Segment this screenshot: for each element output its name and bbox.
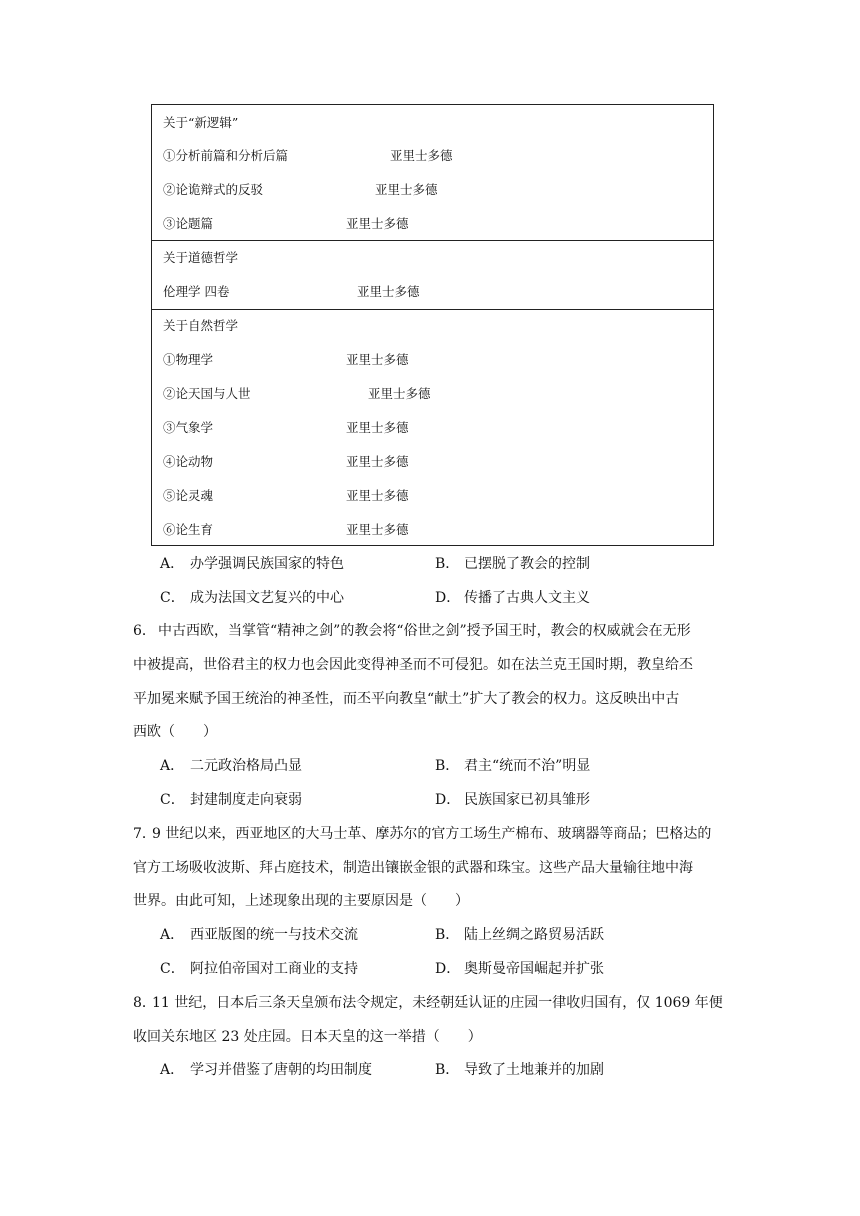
option-label-d: D． — [435, 961, 461, 977]
book-title: 伦理学 四卷 — [163, 284, 230, 299]
q7-option-c[interactable]: 阿拉伯帝国对工商业的支持 — [190, 961, 358, 977]
question-text: 收回关东地区 23 处庄园。日本天皇的这一举措（ ） — [133, 1029, 482, 1045]
q8-option-b[interactable]: 导致了土地兼并的加剧 — [464, 1062, 604, 1078]
book-author: 亚里士多德 — [346, 352, 409, 367]
option-label-c: C． — [160, 961, 185, 977]
question-text: 11 世纪，日本后三条天皇颁布法令规定，未经朝廷认证的庄园一律收归国有，仅 1069 年便 — [152, 995, 723, 1011]
book-author: 亚里士多德 — [346, 420, 409, 435]
q5-option-d[interactable]: 传播了古典人文主义 — [464, 590, 590, 606]
q7-option-d[interactable]: 奥斯曼帝国崛起并扩张 — [464, 961, 604, 977]
book-author: 亚里士多德 — [346, 488, 409, 503]
question-number: 8． — [133, 995, 156, 1011]
book-list-table — [151, 104, 714, 546]
option-label-a: A． — [160, 1062, 185, 1078]
q7-option-a[interactable]: 西亚版图的统一与技术交流 — [190, 927, 358, 943]
q6-option-c[interactable]: 封建制度走向衰弱 — [190, 792, 302, 808]
book-author: 亚里士多德 — [368, 386, 431, 401]
question-number: 6． — [133, 623, 156, 639]
section-heading: 关于道德哲学 — [163, 250, 239, 265]
option-label-b: B． — [435, 927, 460, 943]
option-label-b: B． — [435, 758, 460, 774]
section-heading: 关于自然哲学 — [163, 318, 239, 333]
book-author: 亚里士多德 — [357, 284, 420, 299]
q6-option-a[interactable]: 二元政治格局凸显 — [190, 758, 302, 774]
question-text: 平加冕来赋予国王统治的神圣性，而丕平向教皇“献土”扩大了教会的权力。这反映出中古 — [133, 691, 680, 707]
section-divider — [152, 240, 713, 241]
question-text: 9 世纪以来，西亚地区的大马士革、摩苏尔的官方工场生产棉布、玻璃器等商品；巴格达的 — [152, 826, 712, 842]
option-label-a: A． — [160, 758, 185, 774]
question-text: 中被提高，世俗君主的权力也会因此变得神圣而不可侵犯。如在法兰克王国时期，教皇给丕 — [133, 657, 693, 673]
book-title: ①物理学 — [163, 352, 214, 367]
option-label-b: B． — [435, 556, 460, 572]
book-title: ②论诡辩式的反驳 — [163, 182, 264, 197]
book-title: ④论动物 — [163, 454, 214, 469]
book-title: ⑤论灵魂 — [163, 488, 214, 503]
option-label-a: A． — [160, 556, 185, 572]
q7-option-b[interactable]: 陆上丝绸之路贸易活跃 — [464, 927, 604, 943]
question-number: 7． — [133, 826, 156, 842]
question-text: 官方工场吸收波斯、拜占庭技术，制造出镶嵌金银的武器和珠宝。这些产品大量输往地中海 — [133, 860, 693, 876]
section-divider — [152, 309, 713, 310]
book-title: ③气象学 — [163, 420, 214, 435]
q6-option-d[interactable]: 民族国家已初具雏形 — [464, 792, 590, 808]
book-title: ③论题篇 — [163, 216, 214, 231]
question-text: 西欧（ ） — [133, 724, 217, 740]
q8-option-a[interactable]: 学习并借鉴了唐朝的均田制度 — [190, 1062, 372, 1078]
book-author: 亚里士多德 — [375, 182, 438, 197]
q5-option-c[interactable]: 成为法国文艺复兴的中心 — [190, 590, 344, 606]
book-title: ①分析前篇和分析后篇 — [163, 148, 289, 163]
section-heading: 关于“新逻辑” — [163, 115, 239, 130]
book-title: ②论天国与人世 — [163, 386, 251, 401]
book-author: 亚里士多德 — [390, 148, 453, 163]
option-label-a: A． — [160, 927, 185, 943]
book-author: 亚里士多德 — [346, 216, 409, 231]
option-label-c: C． — [160, 792, 185, 808]
q5-option-b[interactable]: 已摆脱了教会的控制 — [464, 556, 590, 572]
book-author: 亚里士多德 — [346, 454, 409, 469]
option-label-b: B． — [435, 1062, 460, 1078]
q6-option-b[interactable]: 君主“统而不治”明显 — [464, 758, 591, 774]
option-label-c: C． — [160, 590, 185, 606]
book-title: ⑥论生育 — [163, 522, 214, 537]
book-author: 亚里士多德 — [346, 522, 409, 537]
option-label-d: D． — [435, 590, 461, 606]
q5-option-a[interactable]: 办学强调民族国家的特色 — [190, 556, 344, 572]
question-text: 中古西欧，当掌管“精神之剑”的教会将“俗世之剑”授予国王时，教会的权威就会在无形 — [158, 623, 691, 639]
option-label-d: D． — [435, 792, 461, 808]
question-text: 世界。由此可知，上述现象出现的主要原因是（ ） — [133, 893, 469, 909]
